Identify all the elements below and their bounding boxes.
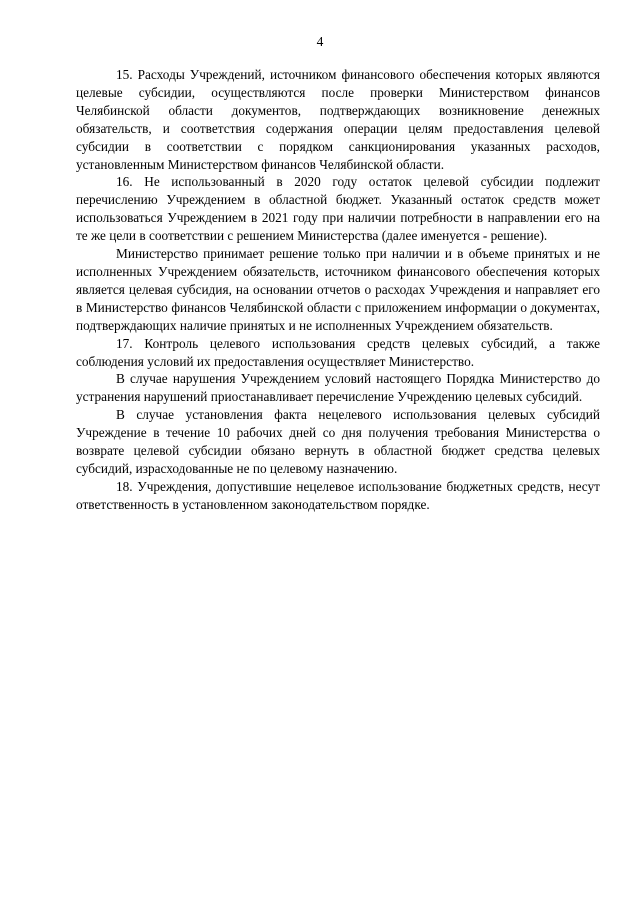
page-number: 4	[316, 34, 324, 49]
paragraph-17: 17. Контроль целевого использования средств целевых субсидий, а также соблюдения условий их предоставления осуществляет Министерство.	[76, 335, 600, 369]
paragraph-18: 18. Учреждения, допустившие нецелевое использование бюджетных средств, несут ответственность в установленном законодательством порядке.	[76, 478, 600, 512]
paragraph-misuse-return: В случае установления факта нецелевого использования целевых субсидий Учреждение в течение 10 рабочих дней со дня получения требования Министерства о возврате целевой субсидии обязано вернуть в областной бюджет средства целевых субсидий, израсходованные не по целевому назначению.	[76, 407, 600, 476]
paragraph-15: 15. Расходы Учреждений, источником финансового обеспечения которых являются целевые субсидии, осуществляются после проверки Министерством финансов Челябинской области документов, подтверждающих возникновение денежных обязательств, и соответствия содержания операции целям предоставления целевой субсидии в соответствии с порядком санкционирования указанных расходов, установленным Министерством финансов Челябинской области.	[76, 67, 600, 172]
paragraph-ministry-decision: Министерство принимает решение только при наличии и в объеме принятых и не исполненных Учреждением обязательств, источником финансового обеспечения которых является целевая субсидия, на основании отчетов о расходах Учреждения и направляет его в Министерство финансов Челябинской области с приложением информации о документах, подтверждающих наличие принятых и не исполненных Учреждением обязательств.	[76, 246, 600, 333]
paragraph-16: 16. Не использованный в 2020 году остаток целевой субсидии подлежит перечислению Учреждением в областной бюджет. Указанный остаток средств может использоваться Учреждением в 2021 году при наличии потребности в направлении его на те же цели в соответствии с решением Министерства (далее именуется - решение).	[76, 174, 600, 244]
document-body	[76, 66, 600, 514]
paragraph-violation: В случае нарушения Учреждением условий настоящего Порядка Министерство до устранения нарушений приостанавливает перечисление Учреждению целевых субсидий.	[76, 371, 600, 405]
